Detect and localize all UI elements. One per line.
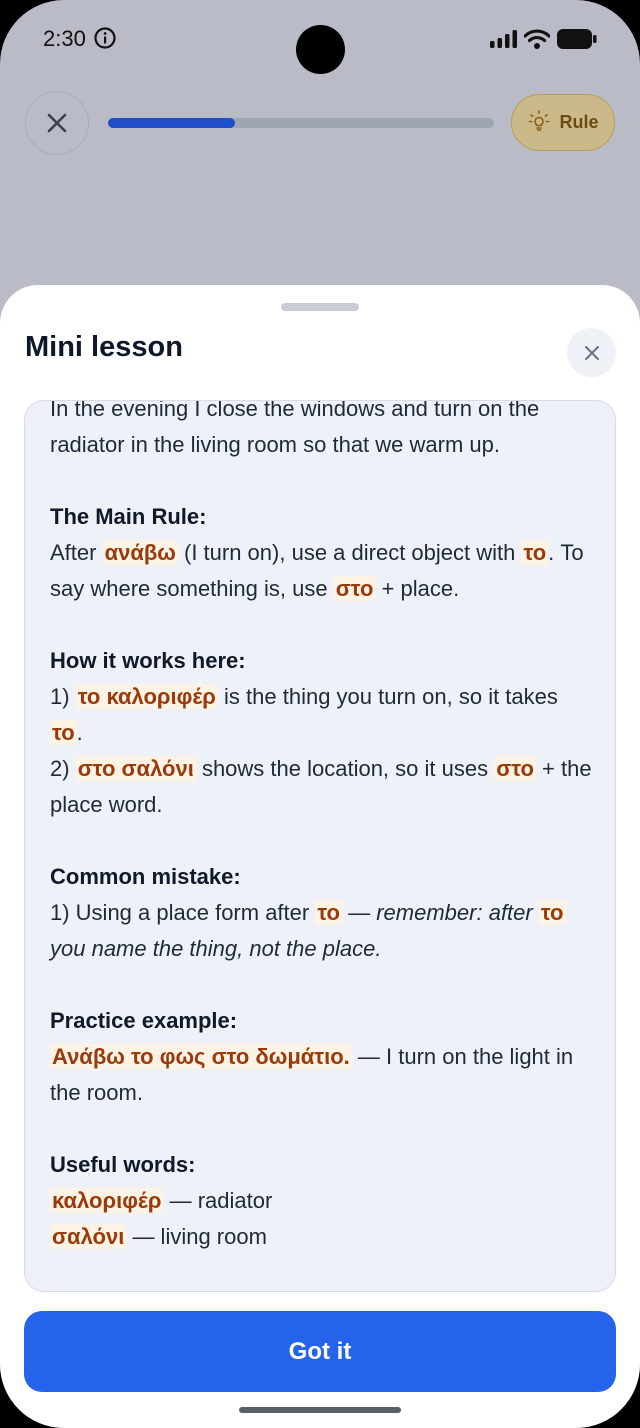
main-rule-heading: The Main Rule:: [50, 504, 207, 529]
greek-term: το: [540, 900, 564, 925]
greek-term: στο σαλόνι: [77, 756, 194, 781]
mini-lesson-sheet: [0, 285, 640, 1428]
italic-text: you name the thing, not the place.: [50, 936, 382, 961]
lightbulb-icon: [527, 108, 551, 137]
text: . To say where something is, use: [50, 540, 584, 601]
text: .: [76, 720, 83, 745]
text: —: [342, 900, 377, 925]
sheet-drag-handle[interactable]: [281, 303, 359, 311]
text: After: [50, 540, 103, 565]
greek-term: το: [317, 900, 340, 925]
text: + the place word.: [50, 756, 592, 817]
text: 2): [50, 756, 76, 781]
greek-term: στο: [496, 756, 534, 781]
battery-icon: [557, 29, 597, 49]
main-rule-section: [50, 499, 595, 607]
greek-term: το καλοριφέρ: [77, 684, 216, 709]
lesson-progress-fill: [108, 118, 235, 128]
useful-words-heading: Useful words:: [50, 1152, 196, 1177]
greek-term: ανάβω: [104, 540, 176, 565]
text: (I turn on), use a direct object with: [177, 540, 522, 565]
got-it-button[interactable]: Got it: [24, 1311, 616, 1392]
common-mistake-heading: Common mistake:: [50, 864, 241, 889]
greek-term: σαλόνι: [52, 1224, 125, 1249]
text: + place.: [375, 576, 460, 601]
close-icon: [47, 113, 67, 133]
text: 1): [50, 684, 76, 709]
practice-example-section: [50, 1003, 595, 1111]
text: shows the location, so it uses: [195, 756, 495, 781]
home-indicator[interactable]: [239, 1407, 401, 1413]
front-camera: [296, 25, 345, 74]
greek-term: το: [523, 540, 547, 565]
lesson-progress-bar: [108, 118, 494, 128]
close-icon: [584, 345, 600, 361]
practice-example-heading: Practice example:: [50, 1008, 238, 1033]
lesson-content-card[interactable]: [24, 400, 616, 1292]
text: is the thing you turn on, so it takes: [217, 684, 558, 709]
translation: — I turn on the light in the room.: [50, 1044, 574, 1105]
status-bar: [0, 0, 640, 80]
rule-button-label: Rule: [559, 112, 599, 132]
lesson-content: [50, 400, 595, 1255]
meaning: — radiator: [163, 1188, 273, 1213]
intro-sentence: In the evening I close the windows and turn on the radiator in the living room so that we warm up.: [50, 400, 540, 457]
greek-term: στο: [335, 576, 374, 601]
common-mistake-section: [50, 859, 595, 967]
status-time: 2:30: [43, 26, 86, 51]
how-it-works-section: [50, 643, 595, 823]
how-it-works-heading: How it works here:: [50, 648, 246, 673]
greek-sentence: Ανάβω το φως στο δωμάτιο.: [52, 1044, 350, 1069]
rule-button[interactable]: [511, 94, 615, 151]
close-lesson-button[interactable]: [25, 91, 89, 155]
greek-term: καλοριφέρ: [52, 1188, 162, 1213]
close-sheet-button[interactable]: [567, 328, 616, 377]
sheet-title: Mini lesson: [25, 331, 183, 363]
greek-term: το: [52, 720, 75, 745]
wifi-icon: [524, 28, 550, 55]
italic-text: remember: after: [376, 900, 539, 925]
signal-icon: [490, 30, 518, 53]
useful-words-section: [50, 1147, 595, 1255]
text: 1) Using a place form after: [50, 900, 316, 925]
info-icon: [94, 27, 116, 49]
meaning: — living room: [126, 1224, 267, 1249]
